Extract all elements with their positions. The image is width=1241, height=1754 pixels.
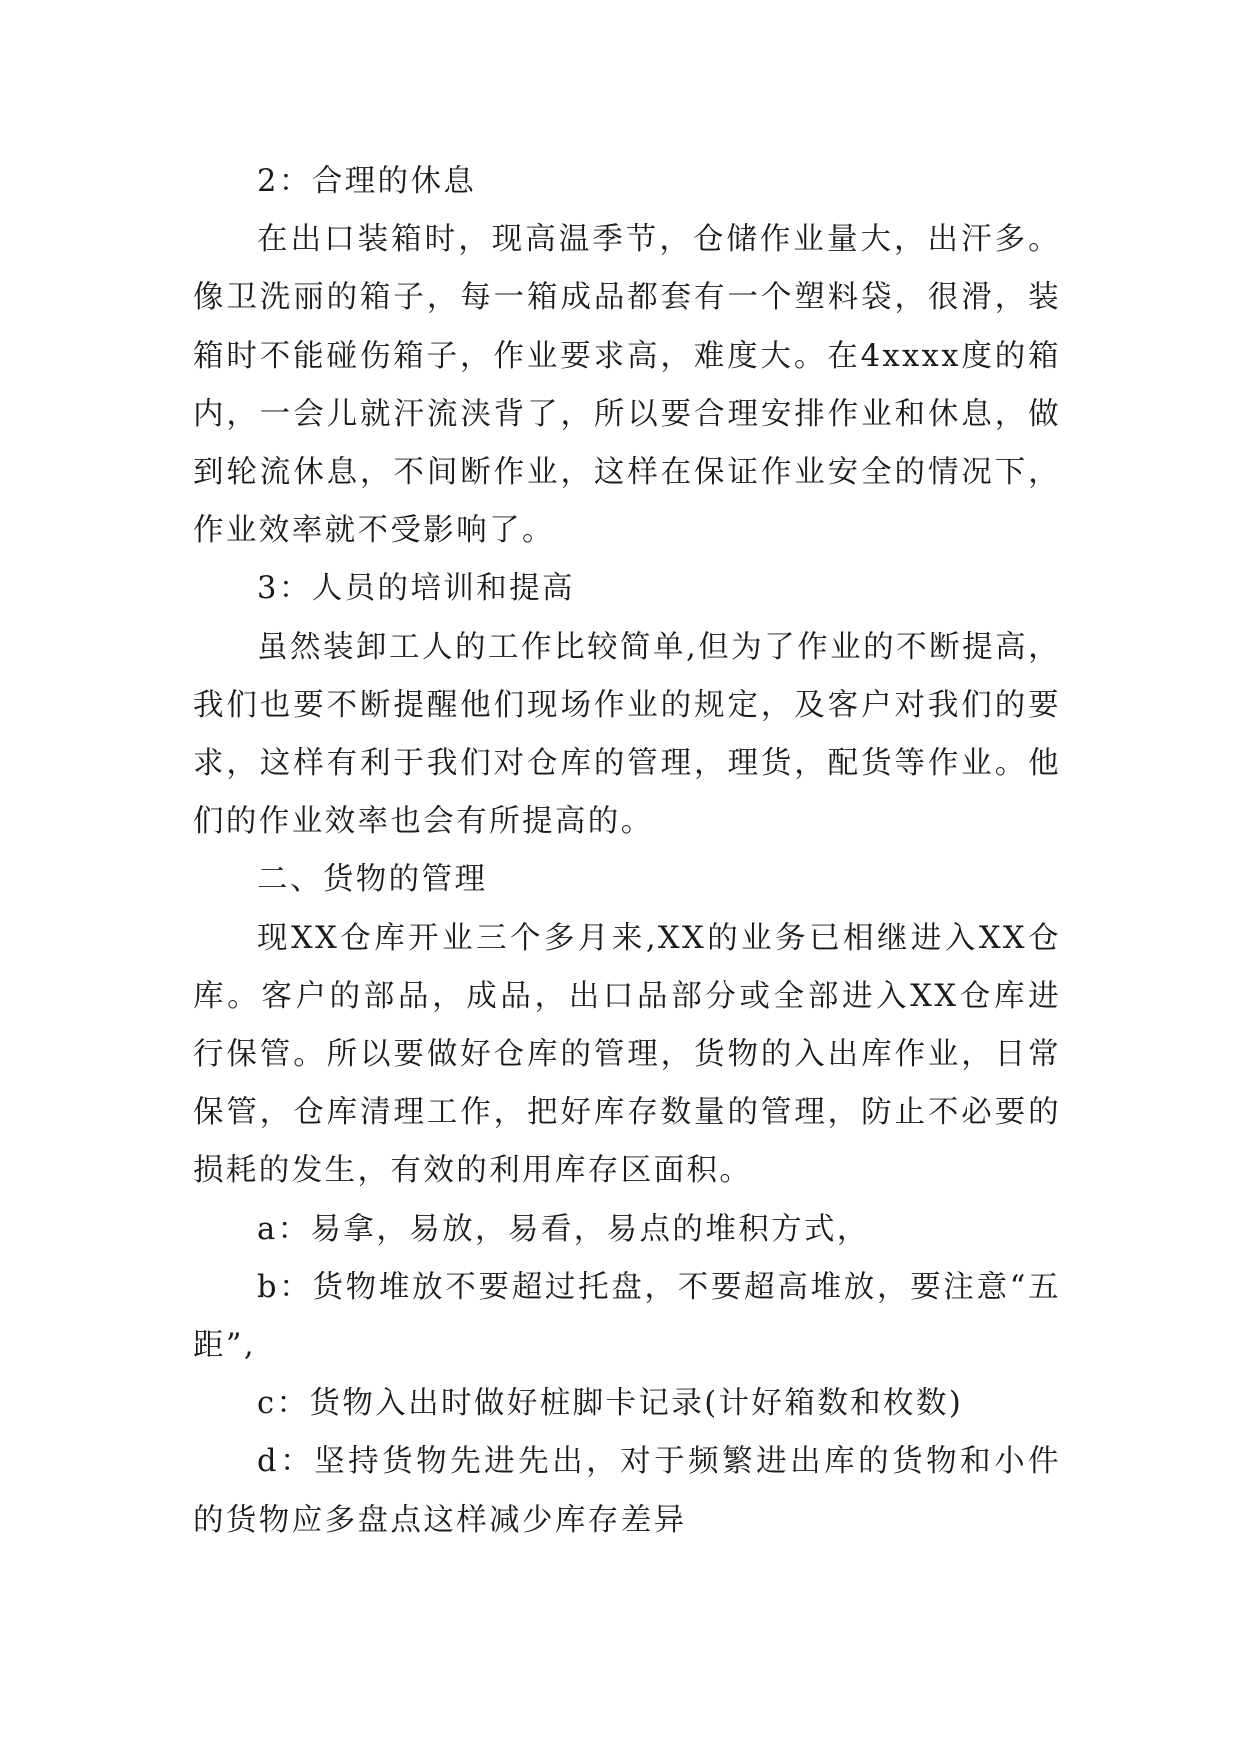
heading-staff-training: 3：人员的培训和提高 [257, 571, 575, 607]
paragraph-training-details: 虽然装卸工人的工作比较简单,但为了作业的不断提高，我们也要不断提醒他们现场作业的规定，及客户对我们的要求，这样有利于我们对仓库的管理，理货，配货等作业。他们的作业效率也会有所提高的。 [193, 629, 1061, 840]
list-item-b: b：货物堆放不要超过托盘，不要超高堆放，要注意“五距”, [193, 1269, 1061, 1364]
heading-goods-management: 二、货物的管理 [257, 862, 488, 898]
heading-reasonable-rest: 2：合理的休息 [257, 164, 477, 199]
document-body [193, 153, 1061, 1550]
paragraph-rest-details: 在出口装箱时，现高温季节，仓储作业量大，出汗多。像卫洗丽的箱子，每一箱成品都套有一个塑料袋，很滑，装箱时不能碰伤箱子，作业要求高，难度大。在4xxxx度的箱内，一会儿就汗流浃背了，所以要合理安排作业和休息，做到轮流休息，不间断作业，这样在保证作业安全的情况下，作业效率就不受影响了。 [193, 222, 1061, 549]
paragraph-goods-management: 现XX仓库开业三个多月来,XX的业务已相继进入XX仓库。客户的部品，成品，出口品部分或全部进入XX仓库进行保管。所以要做好仓库的管理，货物的入出库作业，日常保管，仓库清理工作，把好库存数量的管理，防止不必要的损耗的发生，有效的利用库存区面积。 [193, 920, 1061, 1189]
list-item-c: c：货物入出时做好桩脚卡记录(计好箱数和枚数) [257, 1386, 964, 1422]
list-item-a: a：易拿，易放，易看，易点的堆积方式， [257, 1211, 870, 1247]
list-item-d: d：坚持货物先进先出，对于频繁进出库的货物和小件的货物应多盘点这样减少库存差异 [193, 1444, 1061, 1538]
